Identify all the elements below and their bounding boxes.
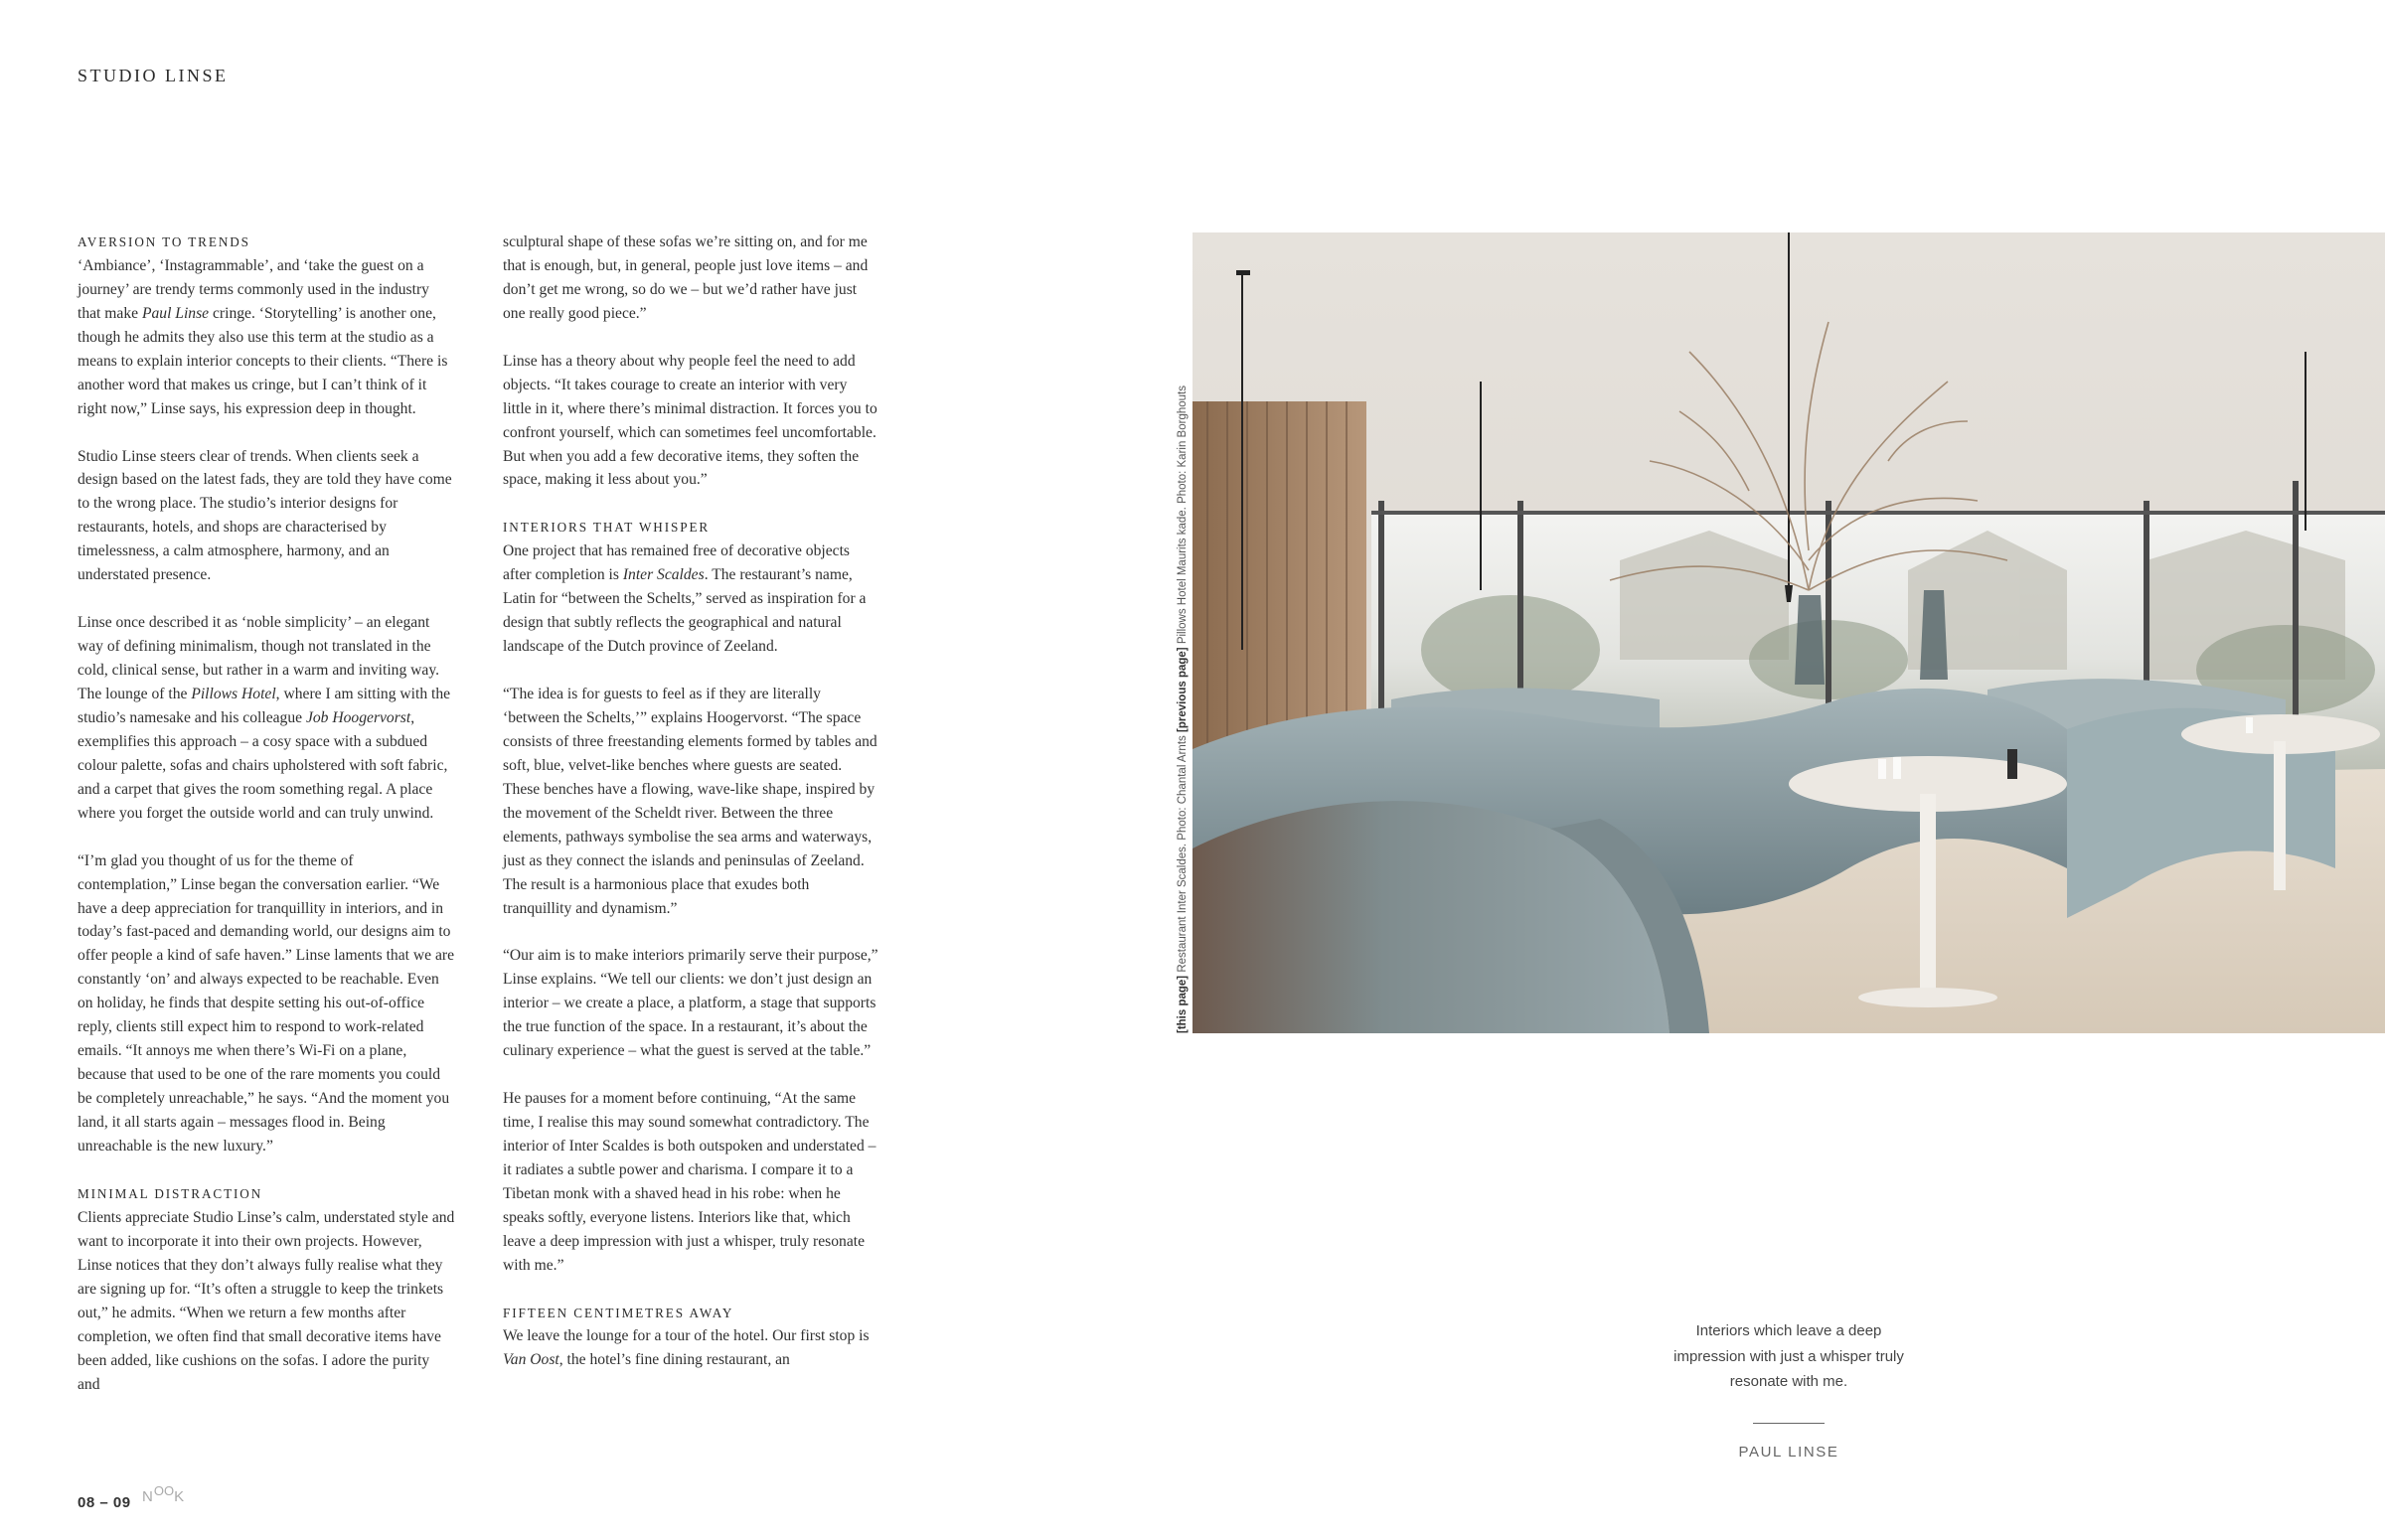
subheading: FIFTEEN CENTIMETRES AWAY <box>503 1305 734 1320</box>
paragraph: sculptural shape of these sofas we’re sitting on, and for me that is enough, but, in general, people just love items – and don’t get me wrong, so do we – but we’d rather have just one really good piece.” <box>503 233 869 322</box>
section-label: STUDIO LINSE <box>78 66 229 85</box>
paragraph: Clients appreciate Studio Linse’s calm, understated style and want to incorporate it into their own projects. However, Linse notices that they don’t always fully realise what they are signing up for. “It’s often a struggle to keep the trinkets out,” he admits. “When we return a few months after completion, we often find that small decorative items have been added, like cushions on the sofas. I adore the purity and <box>78 1208 455 1393</box>
quote-author: PAUL LINSE <box>1738 1444 1839 1461</box>
paragraph: “The idea is for guests to feel as if they are literally ‘between the Schelts,’” explains Hoogervorst. “The space consists of three freestanding elements formed by tables and soft, blue, velvet-like benches where guests are seated. These benches have a flowing, wave-like shape, inspired by the movement of the Scheldt river. Between the three elements, pathways symbolise the sea arms and waterways, just as they connect the islands and peninsulas of Zeeland. The result is a harmonious place that exudes both tranquillity and dynamism.” <box>503 685 877 917</box>
paragraph: We leave the lounge for a tour of the hotel. Our first stop is Van Oost, the hotel’s fine dining restaurant, an <box>503 1327 870 1369</box>
paragraph: “I’m glad you thought of us for the theme of contemplation,” Linse began the conversation earlier. “We have a deep appreciation for tranquillity in interiors, and in today’s fast-paced and demanding world, our designs aim to offer people a kind of safe haven.” Linse laments that we are constantly ‘on’ and always expected to be reachable. Even on holiday, he finds that despite setting his out-of-office reply, clients still expect him to respond to work-related emails. “It annoys me when there’s Wi-Fi on a plane, because that used to be one of the rare moments you could be completely unreachable,” he says. “And the moment you land, it all starts again – messages flood in. Being unreachable is the new luxury.” <box>78 851 455 1155</box>
paragraph: He pauses for a moment before continuing, “At the same time, I realise this may sound somewhat contradictory. The interior of Inter Scaldes is both outspoken and understated – it radiates a subtle power and charisma. I compare it to a Tibetan monk with a shaved head in his robe: when he speaks softly, everyone listens. Interiors like that, which leave a deep impression with just a whisper, truly resonate with me.” <box>503 1090 876 1274</box>
quote-divider <box>1753 1423 1825 1424</box>
paragraph: One project that has remained free of decorative objects after completion is Inter Scaldes. The restaurant’s name, Latin for “between the Schelts,” served as inspiration for a design that subtly reflects the geographical and natural landscape of the Dutch province of Zeeland. <box>503 542 867 656</box>
paragraph: Linse has a theory about why people feel the need to add objects. “It takes courage to create an interior with very little in it, where there’s minimal distraction. It forces you to confront yourself, which can sometimes feel uncomfortable. But when you add a few decorative items, they soften the space, making it less about you.” <box>503 352 877 489</box>
restaurant-photo <box>1192 232 2385 1033</box>
paragraph: “Our aim is to make interiors primarily serve their purpose,” Linse explains. “We tell our clients: we don’t just design an interior – we create a place, a platform, a stage that supports the true function of the space. In a restaurant, it’s about the culinary experience – what the guest is served at the table.” <box>503 947 878 1060</box>
paragraph: Studio Linse steers clear of trends. When clients seek a design based on the latest fads, they are told they have come to the wrong place. The studio’s interior designs for restaurants, hotels, and shops are characterised by timelessness, a calm atmosphere, harmony, and an understated presence. <box>78 447 452 584</box>
photo-credit: [this page] Restaurant Inter Scaldes. Photo: Chantal Arnts [previous page] Pillows Hotel Maurits kade. Photo: Karin Borghouts <box>1177 385 1189 1033</box>
nook-logo: NOOK <box>142 1483 186 1505</box>
article-column-1 <box>78 231 455 1420</box>
subheading: MINIMAL DISTRACTION <box>78 1185 263 1201</box>
subheading: AVERSION TO TRENDS <box>78 234 250 249</box>
paragraph: Linse once described it as ‘noble simplicity’ – an elegant way of defining minimalism, though not translated in the cold, clinical sense, but rather in a warm and inviting way. The lounge of the Pillows Hotel, where I am sitting with the studio’s namesake and his colleague Job Hoogervorst, exemplifies this approach – a cosy space with a subdued colour palette, sofas and chairs upholstered with soft fabric, and a carpet that gives the room something regal. A place where you forget the outside world and can truly unwind. <box>78 614 451 822</box>
pull-quote: Interiors which leave a deep impression with just a whisper truly resonate with me. <box>1673 1322 1904 1390</box>
subheading: INTERIORS THAT WHISPER <box>503 520 711 536</box>
page-numbers: 08 – 09 <box>78 1494 131 1511</box>
paragraph: ‘Ambiance’, ‘Instagrammable’, and ‘take the guest on a journey’ are trendy terms commonly used in the industry that make Paul Linse cringe. ‘Storytelling’ is another one, though he admits they also use this term at the studio as a means to explain interior concepts to their clients. “There is another word that makes us cringe, but I can’t think of it right now,” Linse says, his expression deep in thought. <box>78 256 448 417</box>
article-column-2 <box>503 231 878 1396</box>
